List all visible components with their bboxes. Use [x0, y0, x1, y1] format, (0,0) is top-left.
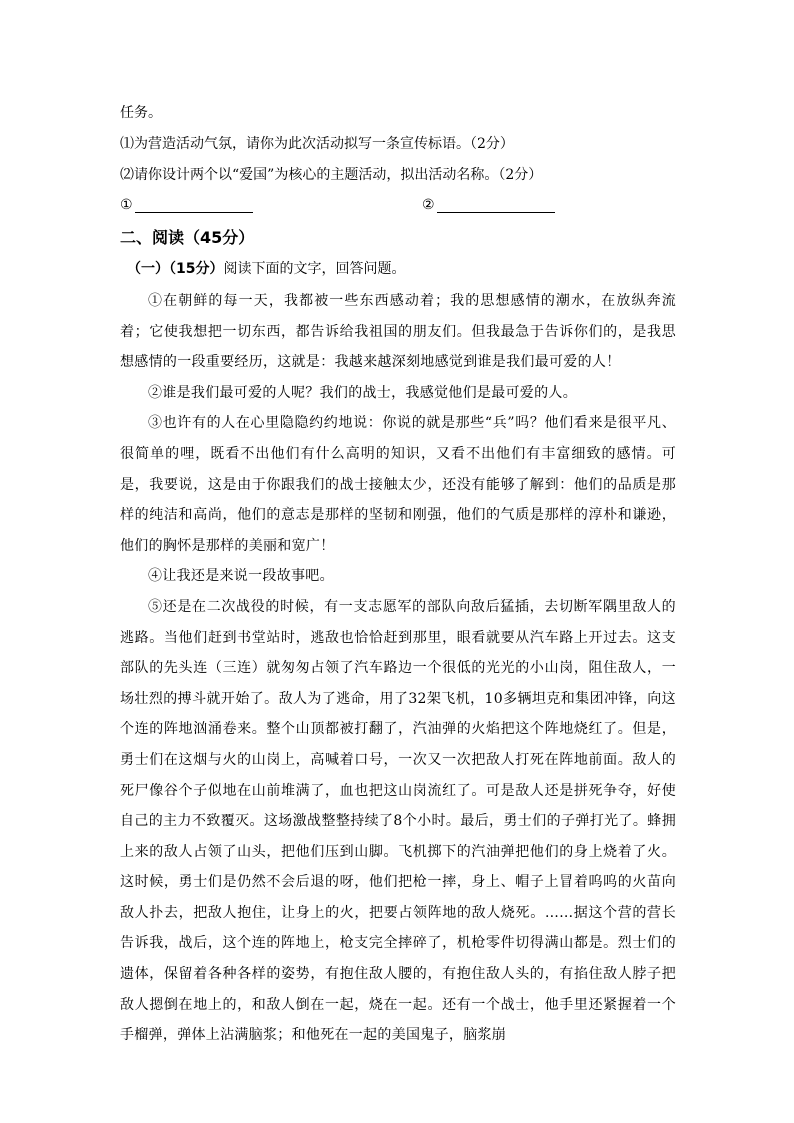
task-text: 任务。 [120, 105, 162, 121]
blank-1-line [135, 196, 253, 213]
subsection-instruction: 阅读下面的文字，回答问题。 [223, 261, 406, 277]
reading-paragraph-4: ④让我还是来说一段故事吧。 [148, 568, 334, 585]
blank-2-marker: ② [422, 197, 435, 213]
question-1: ⑴为营造活动气氛，请你为此次活动拟写一条宣传标语。（2分） [120, 136, 514, 152]
blank-1-marker: ① [120, 197, 133, 213]
reading-paragraph-2: ②谁是我们最可爱的人呢？我们的战士，我感觉他们是最可爱的人。 [148, 384, 577, 401]
answer-blank-2 [422, 196, 555, 213]
reading-paragraph-3: ③也许有的人在心里隐隐约约地说：你说的就是那些“兵”吗？他们看来是很平凡、很简单的哩，既看不出他们有什么高明的知识，又看不出他们有丰富细致的感情。可是，我要说，这是由于你跟我们的战士接触太少，还没有能够了解到：他们的品质是那样的纯洁和高尚，他们的意志是那样的坚韧和刚强，他们的气质是那样的淳朴和谦逊，他们的胸怀是那样的美丽和宽广！ [120, 415, 676, 554]
subsection-label: （一）（15分） [127, 261, 224, 277]
section-heading: 二、阅读（45分） [120, 228, 255, 247]
answer-blank-1 [120, 196, 253, 213]
question-2: ⑵请你设计两个以“爱国”为核心的主题活动，拟出活动名称。（2分） [120, 167, 543, 183]
reading-paragraph-5: ⑤还是在二次战役的时候，有一支志愿军的部队向敌后猛插，去切断军隅里敌人的逃路。当他们赶到书堂站时，逃敌也恰恰赶到那里，眼看就要从汽车路上开过去。这支部队的先头连（三连）就匆匆占领了汽车路边一个很低的光光的小山岗，阻住敌人，一场壮烈的搏斗就开始了。敌人为了逃命，用了32架飞机，10多辆坦克和集团冲锋，向这个连的阵地汹涌卷来。整个山顶都被打翻了，汽油弹的火焰把这个阵地烧红了。但是，勇士们在这烟与火的山岗上，高喊着口号，一次又一次把敌人打死在阵地前面。敌人的死尸像谷个子似地在山前堆满了，血也把这山岗流红了。可是敌人还是拼死争夺，好使自己的主力不致覆灭。这场激战整整持续了8个小时。最后，勇士们的子弹打光了。蜂拥上来的敌人占领了山头，把他们压到山脚。飞机掷下的汽油弹把他们的身上烧着了火。这时候，勇士们是仍然不会后退的呀，他们把枪一摔，身上、帽子上冒着呜呜的火苗向敌人扑去，把敌人抱住，让身上的火，把要占领阵地的敌人烧死。……据这个营的营长告诉我，战后，这个连的阵地上，枪支完全摔碎了，机枪零件切得满山都是。烈士们的遗体，保留着各种各样的姿势，有抱住敌人腰的，有抱住敌人头的，有掐住敌人脖子把敌人摁倒在地上的，和敌人倒在一起，烧在一起。还有一个战士，他手里还紧握着一个手榴弹，弹体上沾满脑浆；和他死在一起的美国鬼子，脑浆崩 [120, 598, 676, 1044]
answer-blanks [120, 196, 680, 218]
blank-2-line [437, 196, 555, 213]
reading-passage [120, 286, 676, 1051]
reading-paragraph-1: ①在朝鲜的每一天，我都被一些东西感动着；我的思想感情的潮水，在放纵奔流着；它使我想把一切东西，都告诉给我祖国的朋友们。但我最急于告诉你们的，是我思想感情的一段重要经历，这就是：我越来越深刻地感觉到谁是我们最可爱的人！ [120, 293, 676, 371]
subsection-heading [127, 258, 405, 280]
